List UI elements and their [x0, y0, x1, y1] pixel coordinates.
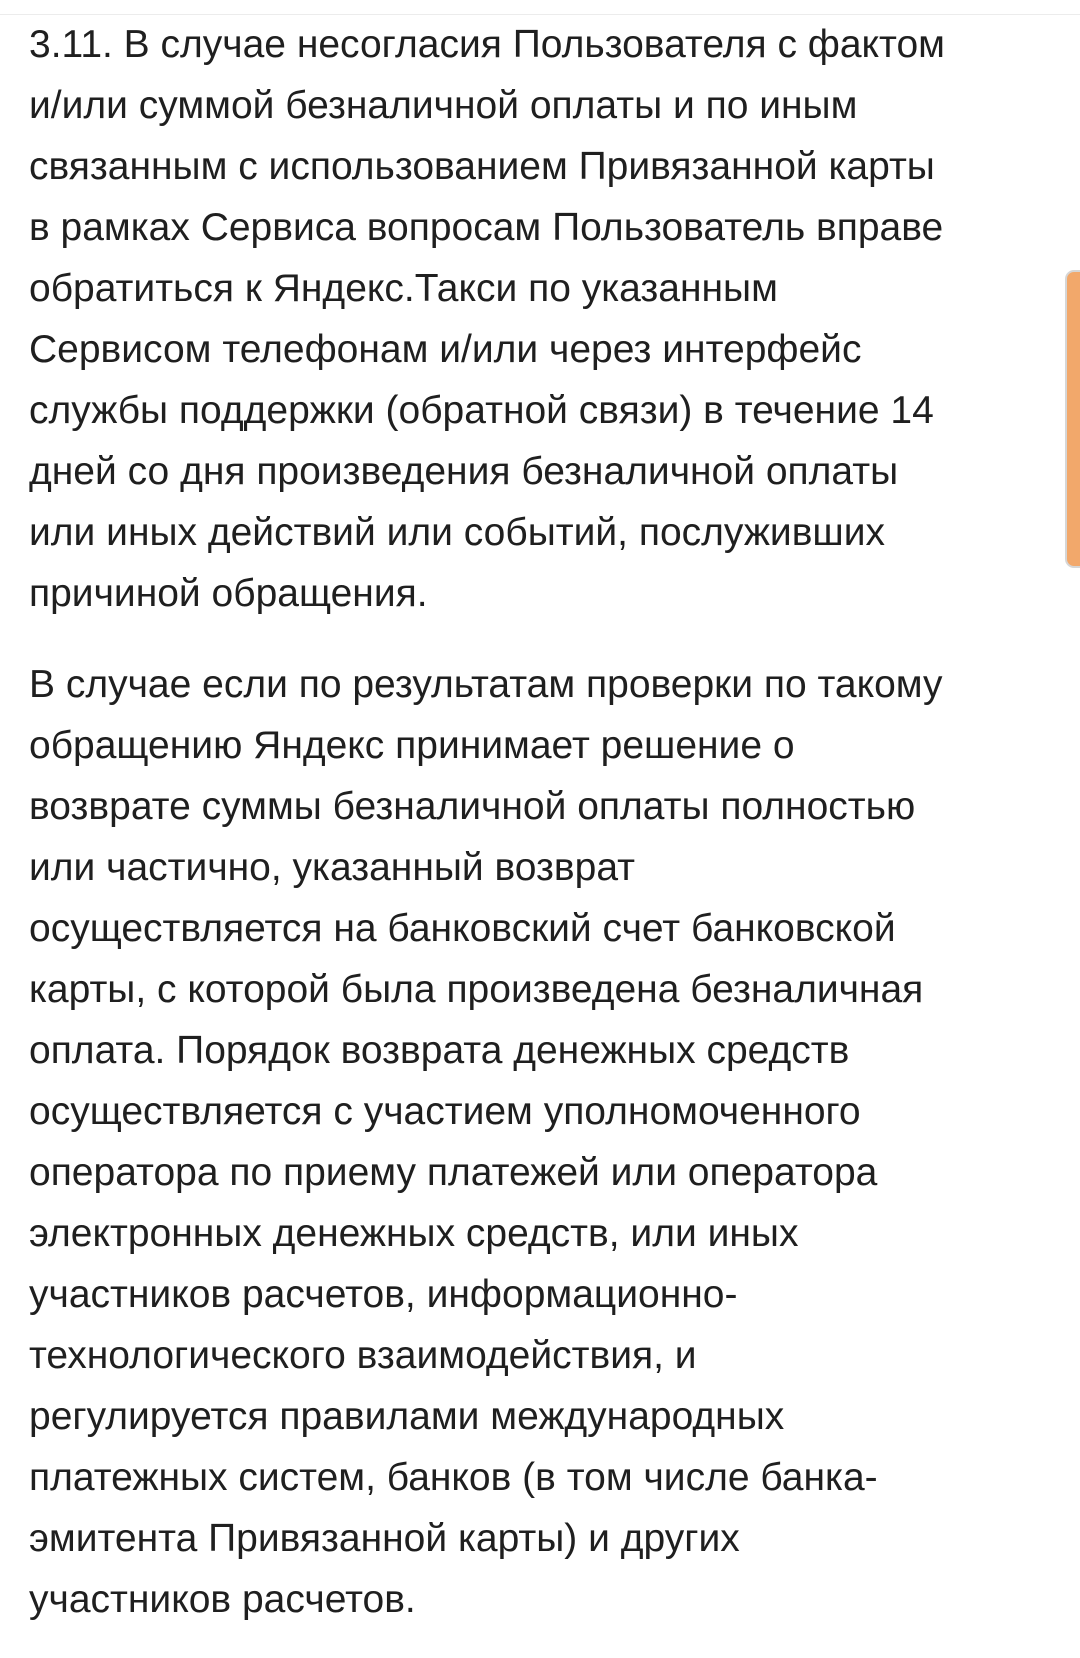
paragraph-refund: В случае если по результатам проверки по такому обращению Яндекс принимает решение о возврате суммы безналичной оплаты полностью или частично, указанный возврат осуществляется на банковский счет банковской карты, с которой была произведена безналичная оплата. Порядок возврата денежных средств осуществляется с участием уполномоченного оператора по приему платежей или оператора электронных денежных средств, или иных участников расчетов, информационно- технологического взаимодействия, и регулируется правилами международных платежных систем, банков (в том числе банка- эмитента Привязанной карты) и других участников расчетов.	[29, 663, 943, 1621]
paragraph-3-11: 3.11. В случае несогласия Пользователя с фактом и/или суммой безналичной оплаты и по иным связанным с использованием Привязанной карты в рамках Сервиса вопросам Пользователь вправе обратиться к Яндекс.Такси по указанным Сервисом телефонам и/или через интерфейс службы поддержки (обратной связи) в течение 14 дней со дня произведения безналичной оплаты или иных действий или событий, послуживших причиной обращения.	[29, 23, 945, 615]
document-text	[29, 14, 1034, 1630]
scroll-handle[interactable]	[1065, 270, 1080, 568]
top-divider	[0, 0, 1080, 15]
